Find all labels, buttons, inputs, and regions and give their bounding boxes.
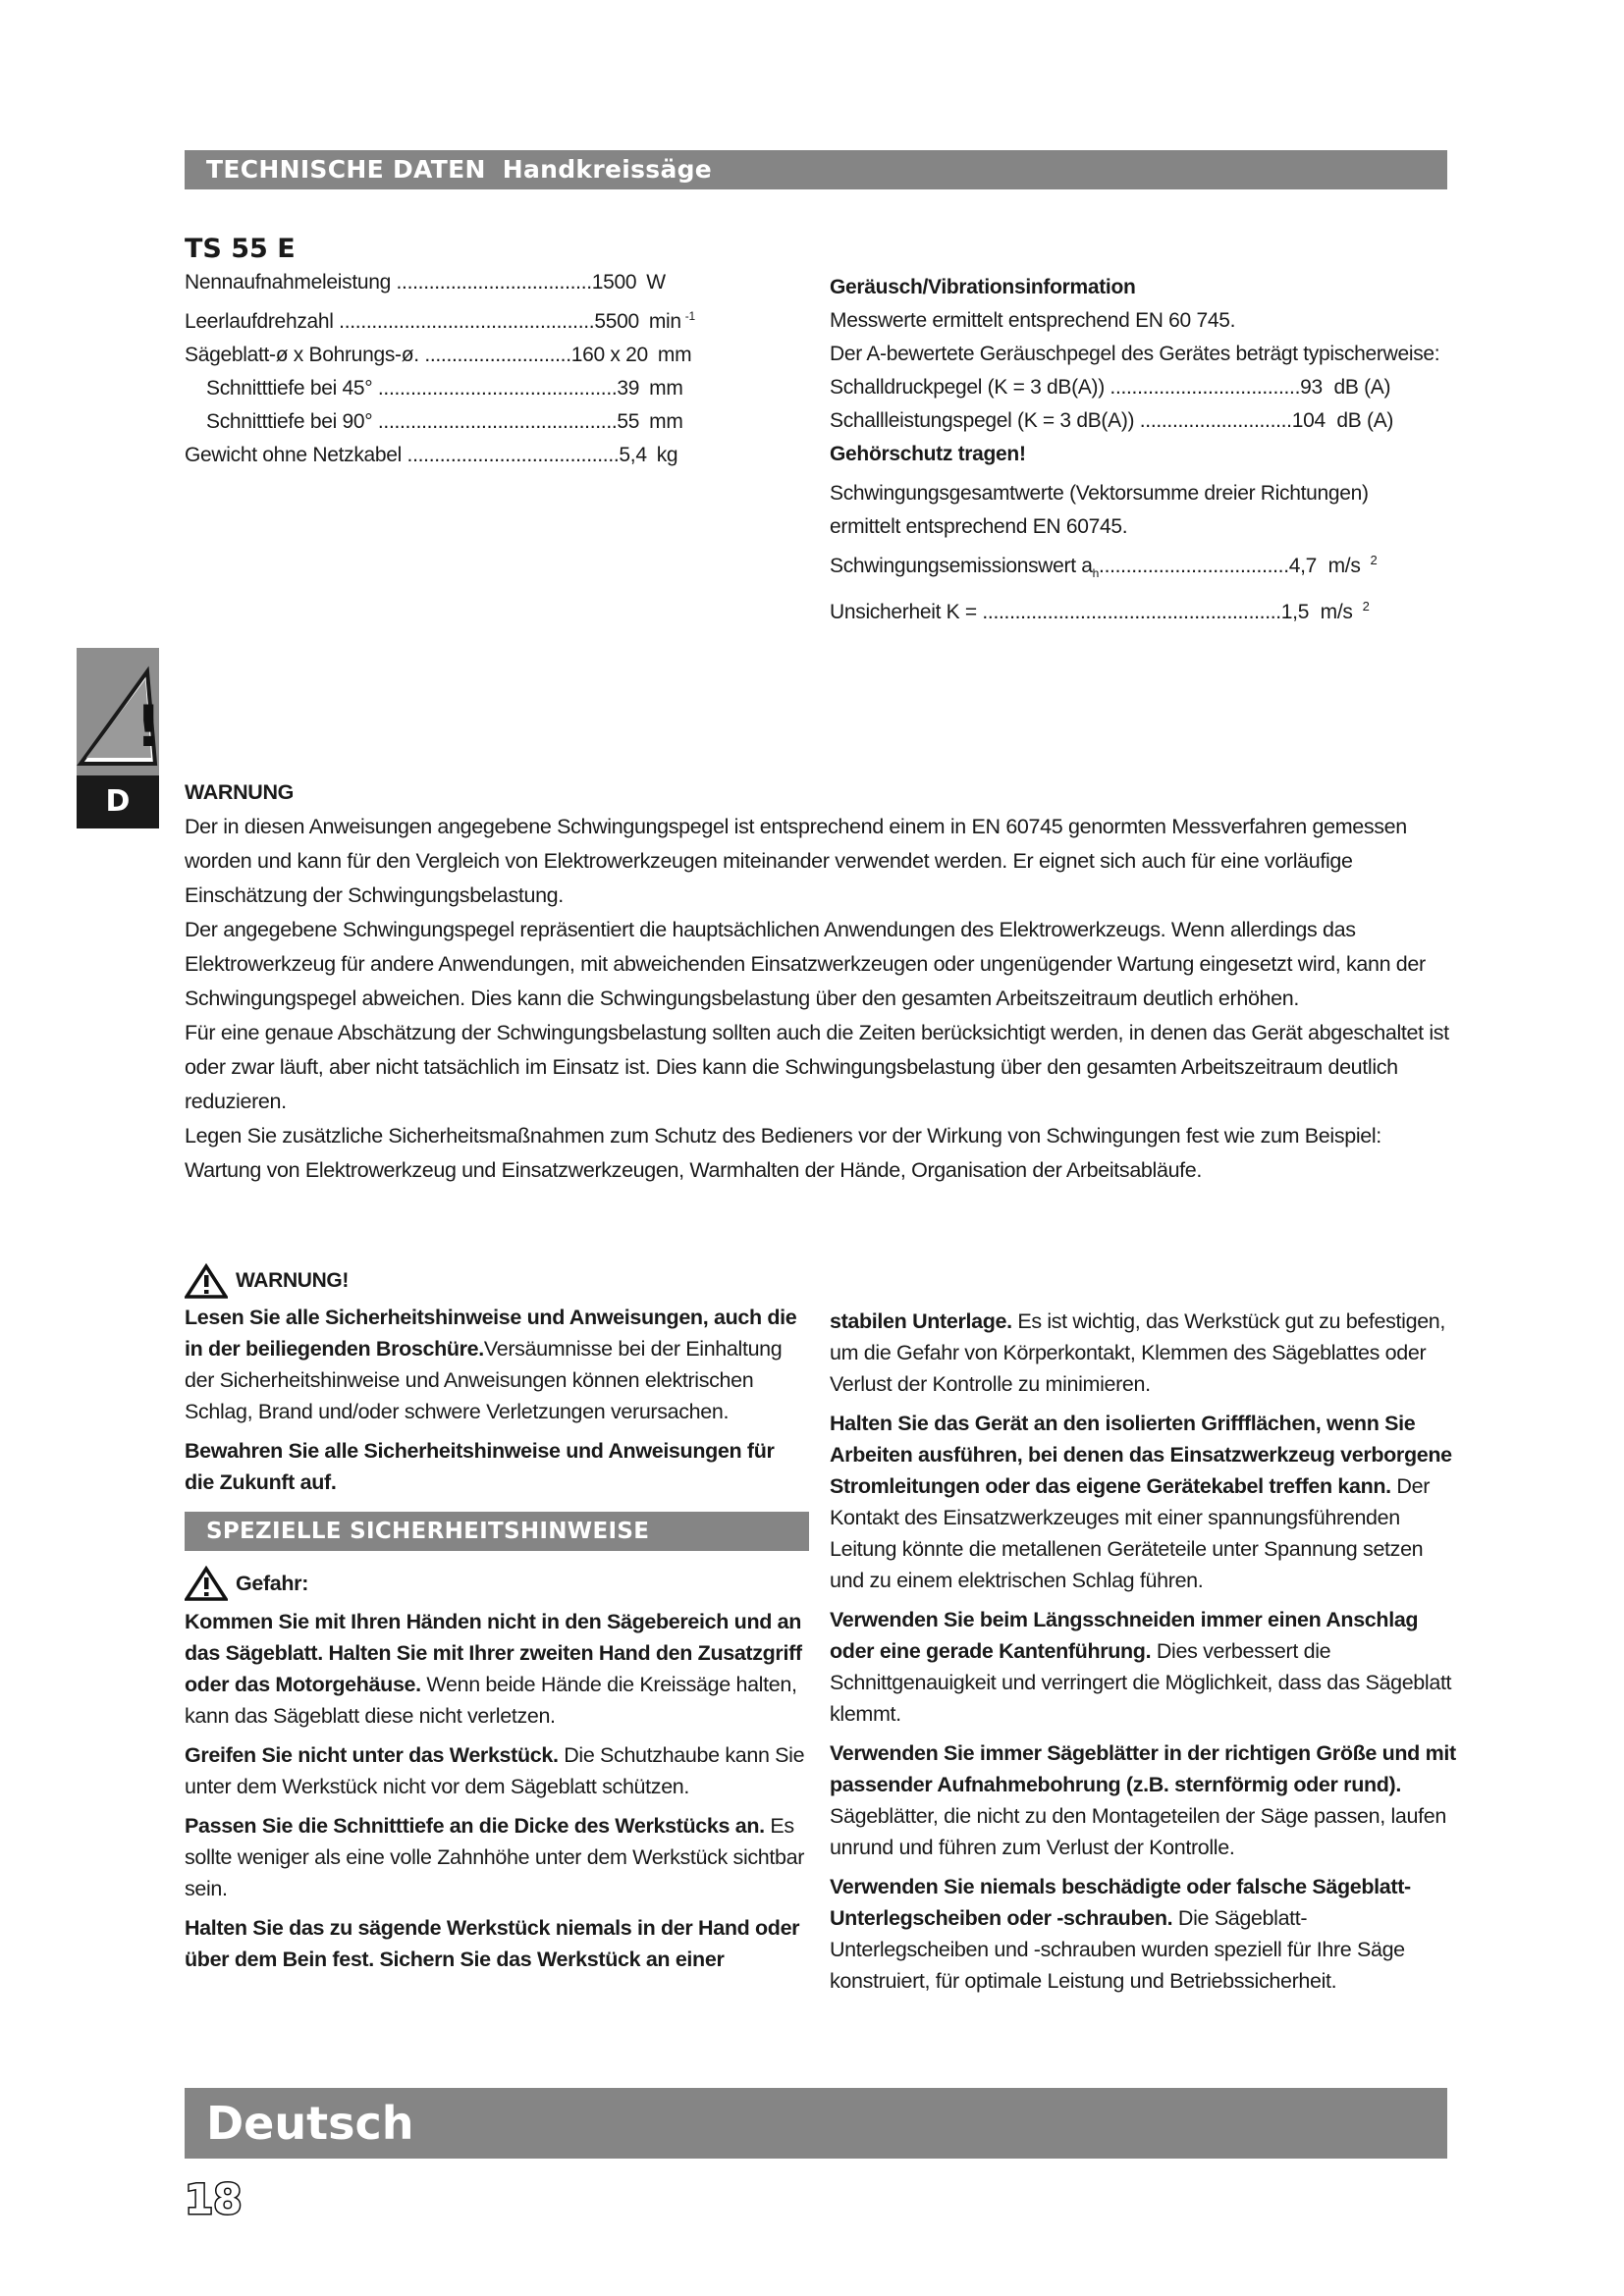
left-paragraph-5-text: Es sollte weniger als eine volle Zahnhöhe unter dem Werkstück sichtbar sein. bbox=[185, 1814, 805, 1900]
left-paragraph-4 bbox=[185, 1739, 809, 1802]
vibration-emission-value: 4,7 bbox=[1288, 555, 1318, 577]
sound-pressure-label: Schalldruckpegel (K = 3 dB(A)) ................................... bbox=[830, 376, 1301, 399]
uncertainty-label: Unsicherheit K = ....................................................... bbox=[830, 601, 1281, 624]
vibration-emission-sub: h bbox=[1092, 566, 1100, 581]
vibration-line-2: ermittelt entsprechend EN 60745. bbox=[830, 515, 1128, 538]
spec-row bbox=[185, 266, 734, 299]
spec-value: 160 x 20 bbox=[570, 344, 648, 366]
warning-triangle-icon bbox=[77, 648, 159, 775]
right-paragraph-3-bold: Verwenden Sie beim Längsschneiden immer einen Anschlag oder eine gerade Kantenführung. bbox=[830, 1608, 1419, 1663]
spec-table bbox=[185, 266, 734, 472]
left-paragraph-3-bold: Kommen Sie mit Ihren Händen nicht in den Sägebereich und an das Sägeblatt. Halten Sie mit Ihrer zweiten Hand den Zusatzgriff oder das Motorgehäuse. bbox=[185, 1610, 802, 1696]
right-paragraph-2-text: Der Kontakt des Einsatzwerkzeuges mit einer spannungsführenden Leitung könnte die metallenen Geräteteile unter Spannung setzen und zu einem elektrischen Schlag führen. bbox=[830, 1474, 1431, 1592]
spec-label: Leerlaufdrehzahl ............................................... bbox=[185, 310, 595, 333]
spec-unit: mm bbox=[649, 377, 683, 400]
spec-value: 55 bbox=[617, 410, 640, 433]
right-paragraph-2 bbox=[830, 1408, 1458, 1596]
sound-power-unit: dB (A) bbox=[1336, 409, 1394, 432]
spec-unit: mm bbox=[649, 410, 683, 433]
page-number: 18 bbox=[185, 2175, 243, 2223]
right-paragraph-5 bbox=[830, 1871, 1458, 1997]
danger-title-row bbox=[185, 1561, 809, 1606]
warning-triangle-icon bbox=[185, 1566, 228, 1601]
uncertainty-row bbox=[830, 590, 1458, 629]
safety-warning-title-row bbox=[185, 1260, 809, 1302]
spec-value: 5,4 bbox=[619, 444, 647, 466]
left-paragraph-5-bold: Passen Sie die Schnitttiefe an die Dicke des Werkstücks an. bbox=[185, 1814, 765, 1838]
right-paragraph-2-bold: Halten Sie das Gerät an den isolierten Griffflächen, wenn Sie Arbeiten ausführen, bei denen das Einsatzwerkzeug verborgene Stromleitungen oder das eigene Gerätekabel treffen kann. bbox=[830, 1412, 1452, 1498]
spec-value: 1500 bbox=[591, 271, 637, 294]
noise-line-1: Messwerte ermittelt entsprechend EN 60 745. bbox=[830, 309, 1236, 332]
right-paragraph-1-text: Es ist wichtig, das Werkstück gut zu befestigen, um die Gefahr von Körperkontakt, Klemmen des Sägeblattes oder Verlust der Kontrolle zu minimieren. bbox=[830, 1309, 1446, 1396]
left-paragraph-6: Halten Sie das zu sägende Werkstück niemals in der Hand oder über dem Bein fest. Sichern Sie das Werkstück an einer bbox=[185, 1916, 800, 1971]
left-paragraph-1 bbox=[185, 1302, 809, 1427]
section-header-special-safety: SPEZIELLE SICHERHEITSHINWEISE bbox=[185, 1512, 809, 1551]
vibration-emission-unit: m/s bbox=[1327, 555, 1361, 577]
header-title-bold: TECHNISCHE DATEN bbox=[206, 155, 486, 184]
spec-unit-sup: -1 bbox=[684, 309, 695, 323]
language-tab-letter: D bbox=[77, 775, 159, 828]
uncertainty-unit: m/s bbox=[1320, 601, 1353, 624]
left-paragraph-5 bbox=[185, 1810, 809, 1904]
noise-line-2: Der A-bewertete Geräuschpegel des Gerätes beträgt typischerweise: bbox=[830, 343, 1440, 365]
danger-title: Gefahr: bbox=[236, 1572, 309, 1595]
spec-label: Sägeblatt-ø x Bohrungs-ø. ........................... bbox=[185, 344, 571, 366]
left-column bbox=[185, 1260, 809, 1983]
right-paragraph-3 bbox=[830, 1604, 1458, 1730]
specs-block bbox=[185, 233, 734, 472]
vibration-emission-sup: 2 bbox=[1370, 553, 1378, 567]
right-paragraph-5-bold: Verwenden Sie niemals beschädigte oder falsche Sägeblatt-Unterlegscheiben oder -schrauben. bbox=[830, 1875, 1411, 1930]
spec-value: 5500 bbox=[594, 310, 639, 333]
left-paragraph-3-text: Wenn beide Hände die Kreissäge halten, kann das Sägeblatt diese nicht verletzen. bbox=[185, 1673, 797, 1728]
right-paragraph-3-text: Dies verbessert die Schnittgenauigkeit und verringert die Möglichkeit, dass das Sägeblatt klemmt. bbox=[830, 1639, 1452, 1726]
left-paragraph-4-text: Die Schutzhaube kann Sie unter dem Werkstück nicht vor dem Sägeblatt schützen. bbox=[185, 1743, 805, 1798]
uncertainty-sup: 2 bbox=[1362, 599, 1370, 614]
left-paragraph-1-bold: Lesen Sie alle Sicherheitshinweise und Anweisungen, auch die in der beiliegenden Broschüre. bbox=[185, 1306, 797, 1361]
side-tab-graphic bbox=[77, 648, 159, 775]
spec-row bbox=[185, 299, 734, 339]
spec-label: Gewicht ohne Netzkabel ....................................... bbox=[185, 444, 620, 466]
warning-triangle-icon bbox=[185, 1263, 228, 1299]
sound-power-label: Schallleistungspegel (K = 3 dB(A)) ............................ bbox=[830, 409, 1292, 432]
header-title-rest: Handkreissäge bbox=[502, 155, 713, 184]
left-paragraph-4-bold: Greifen Sie nicht unter das Werkstück. bbox=[185, 1743, 559, 1767]
right-paragraph-4-bold: Verwenden Sie immer Sägeblätter in der richtigen Größe und mit passender Aufnahmebohrung (z.B. sternförmig oder rund). bbox=[830, 1741, 1456, 1796]
section-header-technical-data bbox=[185, 150, 1447, 189]
vibration-emission-row bbox=[830, 544, 1458, 590]
vibration-warning-paragraph-1: Der in diesen Anweisungen angegebene Schwingungspegel ist entsprechend einem in EN 60745 genormten Messverfahren gemessen worden und kann für den Vergleich von Elektrowerkzeugen miteinander verwendet werden. Er eignet sich auch für eine vorläufige Einschätzung der Schwingungsbelastung. bbox=[185, 815, 1407, 907]
spec-row bbox=[185, 339, 734, 372]
sound-pressure-row bbox=[830, 371, 1458, 404]
spec-unit: kg bbox=[656, 444, 678, 466]
right-paragraph-1-bold: stabilen Unterlage. bbox=[830, 1309, 1012, 1333]
spec-label: Schnitttiefe bei 45° ............................................ bbox=[206, 377, 618, 400]
side-warning-tab bbox=[77, 648, 159, 828]
sound-power-value: 104 bbox=[1291, 409, 1326, 432]
vibration-warning-paragraph-3: Für eine genaue Abschätzung der Schwingungsbelastung sollten auch die Zeiten berücksichtigt werden, in denen das Gerät abgeschaltet ist oder zwar läuft, aber nicht tatsächlich im Einsatz ist. Dies kann die Schwingungsbelastung über den gesamten Arbeitszeitraum deutlich reduzieren. bbox=[185, 1021, 1449, 1113]
vibration-line-1: Schwingungsgesamtwerte (Vektorsumme dreier Richtungen) bbox=[830, 482, 1369, 505]
model-name: TS 55 E bbox=[185, 234, 296, 264]
spec-label: Schnitttiefe bei 90° ............................................ bbox=[206, 410, 618, 433]
spec-unit: min bbox=[648, 310, 681, 333]
noise-heading: Geräusch/Vibrationsinformation bbox=[830, 276, 1136, 298]
vibration-warning-paragraph-4: Legen Sie zusätzliche Sicherheitsmaßnahmen zum Schutz des Bedieners vor der Wirkung von Schwingungen fest wie zum Beispiel: Wartung von Elektrowerkzeug und Einsatzwerkzeugen, Warmhalten der Hände, Organisation der Arbeitsabläufe. bbox=[185, 1124, 1381, 1182]
vibration-emission-dots: ................................... bbox=[1099, 555, 1289, 577]
left-paragraph-2: Bewahren Sie alle Sicherheitshinweise und Anweisungen für die Zukunft auf. bbox=[185, 1439, 775, 1494]
sound-pressure-value: 93 bbox=[1300, 376, 1323, 399]
vibration-warning-paragraph-2: Der angegebene Schwingungspegel repräsentiert die hauptsächlichen Anwendungen des Elektrowerkzeugs. Wenn allerdings das Elektrowerkzeug für andere Anwendungen, mit abweichenden Einsatzwerkzeugen oder ungenügender Wartung eingesetzt wird, kann der Schwingungspegel abweichen. Dies kann die Schwingungsbelastung über den gesamten Arbeitszeitraum deutlich erhöhen. bbox=[185, 918, 1426, 1010]
noise-vibration-block bbox=[830, 271, 1458, 629]
spec-value: 39 bbox=[617, 377, 640, 400]
vibration-warning-block bbox=[185, 775, 1451, 1188]
left-paragraph-3 bbox=[185, 1606, 809, 1732]
spec-row bbox=[185, 405, 734, 439]
spec-row bbox=[185, 372, 734, 405]
vibration-warning-heading: WARNUNG bbox=[185, 780, 295, 804]
sound-power-row bbox=[830, 404, 1458, 438]
right-paragraph-1 bbox=[830, 1306, 1458, 1400]
spec-label: Nennaufnahmeleistung .................................... bbox=[185, 271, 592, 294]
right-column bbox=[830, 1306, 1458, 2004]
spec-row bbox=[185, 439, 734, 472]
svg-text:!: ! bbox=[135, 693, 159, 760]
vibration-emission-label: Schwingungsemissionswert a bbox=[830, 555, 1093, 577]
spec-unit: W bbox=[646, 271, 666, 294]
sound-pressure-unit: dB (A) bbox=[1333, 376, 1391, 399]
right-paragraph-5-text: Die Sägeblatt-Unterlegscheiben und -schrauben wurden speziell für Ihre Säge konstruiert, für optimale Leistung und Betriebssicherheit. bbox=[830, 1906, 1405, 1993]
spec-unit: mm bbox=[657, 344, 692, 366]
safety-warning-title: WARNUNG! bbox=[236, 1269, 350, 1292]
right-paragraph-4-text: Sägeblätter, die nicht zu den Montageteilen der Säge passen, laufen unrund und führen zum Verlust der Kontrolle. bbox=[830, 1804, 1446, 1859]
uncertainty-value: 1,5 bbox=[1280, 601, 1310, 624]
hearing-protection-note: Gehörschutz tragen! bbox=[830, 443, 1026, 465]
left-paragraph-1-text: Versäumnisse bei der Einhaltung der Sicherheitshinweise und Anweisungen können elektrischen Schlag, Brand und/oder schwere Verletzungen verursachen. bbox=[185, 1337, 783, 1423]
footer-language-bar: Deutsch bbox=[185, 2088, 1447, 2159]
right-paragraph-4 bbox=[830, 1737, 1458, 1863]
